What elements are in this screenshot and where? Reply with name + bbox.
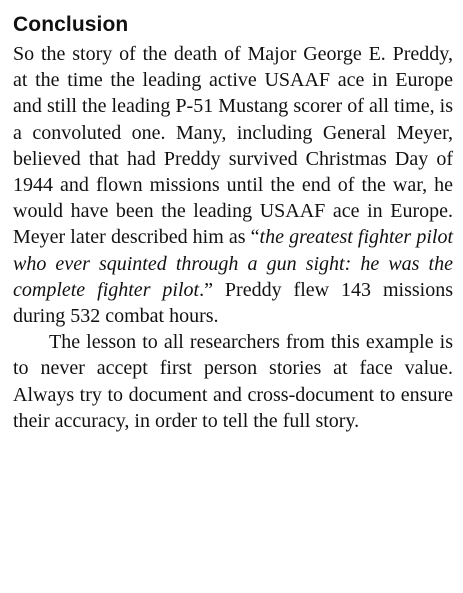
conclusion-paragraph-1 <box>13 41 453 329</box>
conclusion-paragraph-2: The lesson to all researchers from this example is to never accept first person stories at face value. Always try to document and cross-document to ensure their accuracy, in order to tell the full story. <box>13 331 453 432</box>
paragraph-1-text-after-quote: .” Preddy flew 143 missions during 532 combat hours. <box>13 278 453 328</box>
section-heading: Conclusion <box>13 13 129 36</box>
document-page <box>13 12 453 434</box>
meyer-quote: the greatest fighter pilot who ever squinted through a gun sight: he was the complete fighter pilot <box>13 226 453 301</box>
paragraph-1-text-before-quote: So the story of the death of Major George E. Preddy, at the time the leading active USAAF ace in Europe and still the leading P-51 Mustang scorer of all time, is a convoluted one. Many, including General Meyer, believed that had Preddy survived Christmas Day of 1944 and flown missions until the end of the war, he would have been the leading USAAF ace in Europe. Meyer later described him as “ <box>13 43 453 249</box>
